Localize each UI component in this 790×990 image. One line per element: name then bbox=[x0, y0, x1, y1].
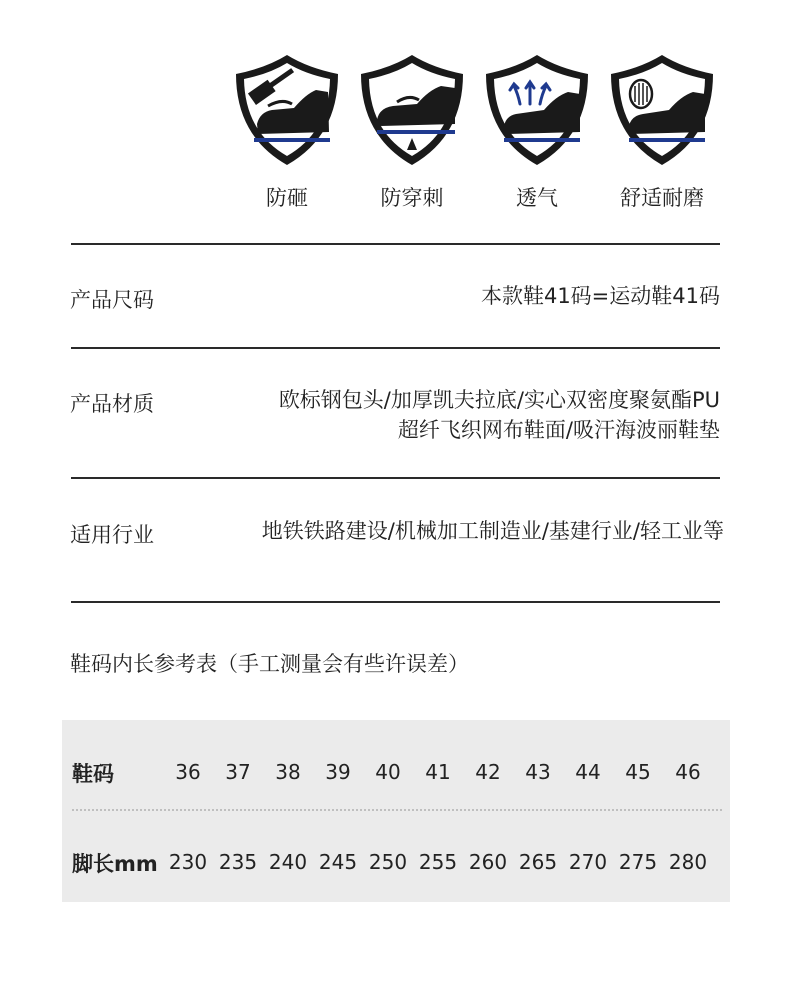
table-cell: 36 bbox=[175, 760, 201, 784]
table-cell: 38 bbox=[275, 760, 301, 784]
divider bbox=[71, 477, 720, 479]
table-cell: 40 bbox=[375, 760, 401, 784]
table-cell: 270 bbox=[568, 850, 608, 874]
material-label: 产品材质 bbox=[70, 392, 154, 416]
feature-label: 透气 bbox=[516, 186, 558, 210]
table-cell: 41 bbox=[425, 760, 451, 784]
hammer-icon bbox=[232, 52, 342, 168]
size-label: 产品尺码 bbox=[70, 288, 154, 312]
nail-spike-icon bbox=[357, 52, 467, 168]
industry-label: 适用行业 bbox=[70, 523, 154, 547]
table-cell: 235 bbox=[218, 850, 258, 874]
table-cell: 250 bbox=[368, 850, 408, 874]
table-cell: 260 bbox=[468, 850, 508, 874]
feature-badges bbox=[232, 52, 732, 212]
table-cell: 42 bbox=[475, 760, 501, 784]
divider bbox=[71, 601, 720, 603]
feature-badge-anti-puncture bbox=[357, 52, 467, 212]
table-cell: 230 bbox=[168, 850, 208, 874]
industry-value: 地铁铁路建设/机械加工制造业/基建行业/轻工业等 bbox=[261, 519, 724, 543]
table-row-foot-length bbox=[62, 842, 730, 882]
table-cell: 245 bbox=[318, 850, 358, 874]
size-chart-title: 鞋码内长参考表（手工测量会有些许误差） bbox=[70, 652, 469, 676]
table-cell: 46 bbox=[675, 760, 701, 784]
divider bbox=[71, 243, 720, 245]
feature-badge-anti-smash bbox=[232, 52, 342, 212]
table-row-size bbox=[62, 752, 730, 792]
sole-grip-icon bbox=[607, 52, 717, 168]
airflow-arrows-icon bbox=[482, 52, 592, 168]
table-cell: 255 bbox=[418, 850, 458, 874]
dotted-divider bbox=[72, 809, 722, 811]
table-cell: 43 bbox=[525, 760, 551, 784]
material-value-line1: 欧标钢包头/加厚凯夫拉底/实心双密度聚氨酯PU bbox=[278, 388, 720, 412]
size-table bbox=[62, 720, 730, 902]
divider bbox=[71, 347, 720, 349]
feature-badge-breathable bbox=[482, 52, 592, 212]
table-cell: 37 bbox=[225, 760, 251, 784]
table-cell: 240 bbox=[268, 850, 308, 874]
table-cell: 39 bbox=[325, 760, 351, 784]
table-cell: 44 bbox=[575, 760, 601, 784]
table-cell: 280 bbox=[668, 850, 708, 874]
table-row-header: 鞋码 bbox=[72, 762, 114, 786]
table-cell: 45 bbox=[625, 760, 651, 784]
table-row-header: 脚长mm bbox=[72, 852, 158, 876]
feature-label: 舒适耐磨 bbox=[620, 186, 704, 210]
feature-label: 防砸 bbox=[266, 186, 308, 210]
feature-label: 防穿刺 bbox=[380, 186, 444, 210]
material-value-line2: 超纤飞织网布鞋面/吸汗海波丽鞋垫 bbox=[397, 418, 720, 442]
feature-badge-comfort-wear bbox=[607, 52, 717, 212]
table-cell: 265 bbox=[518, 850, 558, 874]
size-value: 本款鞋41码=运动鞋41码 bbox=[480, 284, 720, 308]
table-cell: 275 bbox=[618, 850, 658, 874]
